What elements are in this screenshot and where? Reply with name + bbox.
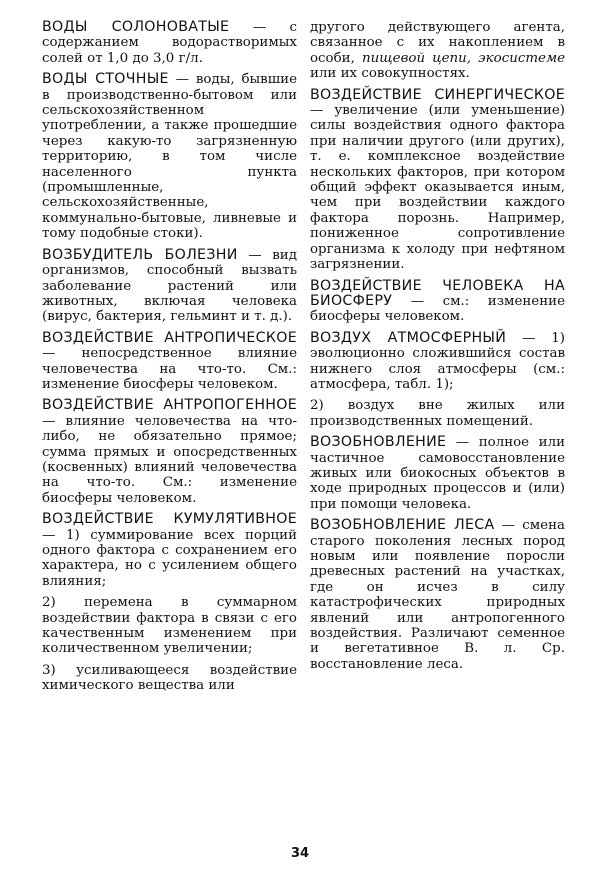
entry-definition: — 1) суммирование всех порций одного фактора с сохранением его характера, но с усилением общего влияния; [42, 527, 297, 589]
entry-definition: 3) усиливающееся воздействие химического вещества или [42, 662, 297, 694]
entry-continuation [310, 20, 565, 82]
entry-definition: — см.: изменение биосферы человеком. [310, 293, 565, 325]
entry-headword: ВОЗДУХ АТМОСФЕРНЫЙ [310, 329, 507, 346]
entry-headword: ВОЗДЕЙСТВИЕ АНТРОПОГЕННОЕ [42, 397, 297, 414]
entry-definition: — увеличение (или уменьшение) силы воздействия одного фактора при наличии другого (или других), т. е. комплексное воздействие нескольких факторов, при котором общий эффект оказывается иным, чем при воздействии каждого фактора порознь. Например, пониженное сопротивление организма к холоду при нефтяном загрязнении. [310, 103, 565, 273]
entry-headword: ВОЗДЕЙСТВИЕ СИНЕРГИЧЕСКОЕ [310, 86, 565, 103]
left-column [42, 20, 297, 700]
entry-headword: ВОЗДЕЙСТВИЕ КУМУЛЯТИВНОЕ [42, 511, 297, 528]
entry-definition-tail: или их совокупностях. [310, 66, 470, 82]
entry-definition: — воды, бывшие в производственно-бытовом или сельскохозяйственном употреблении, а также прошедшие через какую-то загрязненную территорию, в том числе населенного пункта (промышленные, сельскохозяйственные, коммунально-бытовые, ливневые и тому подобные стоки). [42, 72, 297, 242]
cross-reference: пищевой цепи, экосистеме [362, 50, 566, 66]
entry-subsense-2 [310, 398, 565, 429]
entry-definition: 2) перемена в суммарном воздействии фактора в связи с его качественным изменением при количественном увеличении; [42, 595, 297, 657]
entry-vody-solonovatye [42, 20, 297, 66]
entry-vozduh-atmosferny [310, 331, 565, 393]
entry-definition: 2) воздух вне жилых или производственных помещений. [310, 398, 565, 429]
entry-vody-stochnye [42, 72, 297, 241]
entry-headword: ВОЗБУДИТЕЛЬ БОЛЕЗНИ [42, 246, 238, 263]
entry-vozbuditel-bolezni [42, 248, 297, 325]
entry-vozobnovlenie-lesa [310, 518, 565, 672]
entry-vozdeystvie-sinergicheskoe [310, 88, 565, 273]
entry-definition: — 1) эволюционно сложившийся состав нижнего слоя атмосферы (см.: атмосфера, табл. 1); [310, 330, 565, 392]
entry-subsense-3 [42, 663, 297, 694]
entry-subsense-2 [42, 595, 297, 657]
entry-definition: другого действующего агента, связанное с их накоплением в особи, [310, 20, 565, 66]
entry-definition: — с содержанием водорастворимых солей от 1,0 до 3,0 г/л. [42, 20, 297, 66]
entry-headword: ВОЗДЕЙСТВИЕ АНТРОПИЧЕСКОЕ [42, 329, 297, 346]
entry-definition: — влияние человечества на что-либо, не обязательно прямое; сумма прямых и опосредственных (косвенных) влияний человечества на что-то. См.: изменение биосферы человеком. [42, 413, 297, 506]
entry-definition: — вид организмов, способный вызвать заболевание растений или животных, включая человека (вирус, бактерия, гельминт и т. д.). [42, 247, 297, 325]
entry-vozdeystvie-cheloveka [310, 279, 565, 325]
entry-definition: — непосредственное влияние человечества на что-то. См.: изменение биосферы человеком. [42, 346, 297, 392]
page-number: 34 [290, 846, 310, 861]
entry-headword: ВОЗДЕЙСТВИЕ ЧЕЛОВЕКА НА БИОСФЕРУ [310, 277, 565, 309]
entry-headword: ВОЗОБНОВЛЕНИЕ [310, 434, 447, 451]
entry-vozdeystvie-antropicheskoe [42, 331, 297, 393]
entry-headword: ВОДЫ СОЛОНОВАТЫЕ [42, 19, 230, 35]
entry-definition: — смена старого поколения лесных пород новым или появление поросли древесных растений на участках, где он исчез в силу катастрофических природных явлений или антропогенного воздействия. Различают семенное и вегетативное В. л. Ср. восстановление леса. [310, 518, 566, 672]
entry-definition: — полное или частичное самовосстановление живых или биокосных объектов в ходе природных процессов и (или) при помощи человека. [310, 435, 565, 512]
entry-headword: ВОЗОБНОВЛЕНИЕ ЛЕСА [310, 517, 495, 534]
entry-vozdeystvie-antropogennoe [42, 398, 297, 506]
right-column [310, 20, 565, 678]
entry-headword: ВОДЫ СТОЧНЫЕ [42, 71, 169, 88]
entry-vozdeystvie-kumulyativnoe [42, 512, 297, 589]
entry-vozobnovlenie [310, 435, 565, 512]
